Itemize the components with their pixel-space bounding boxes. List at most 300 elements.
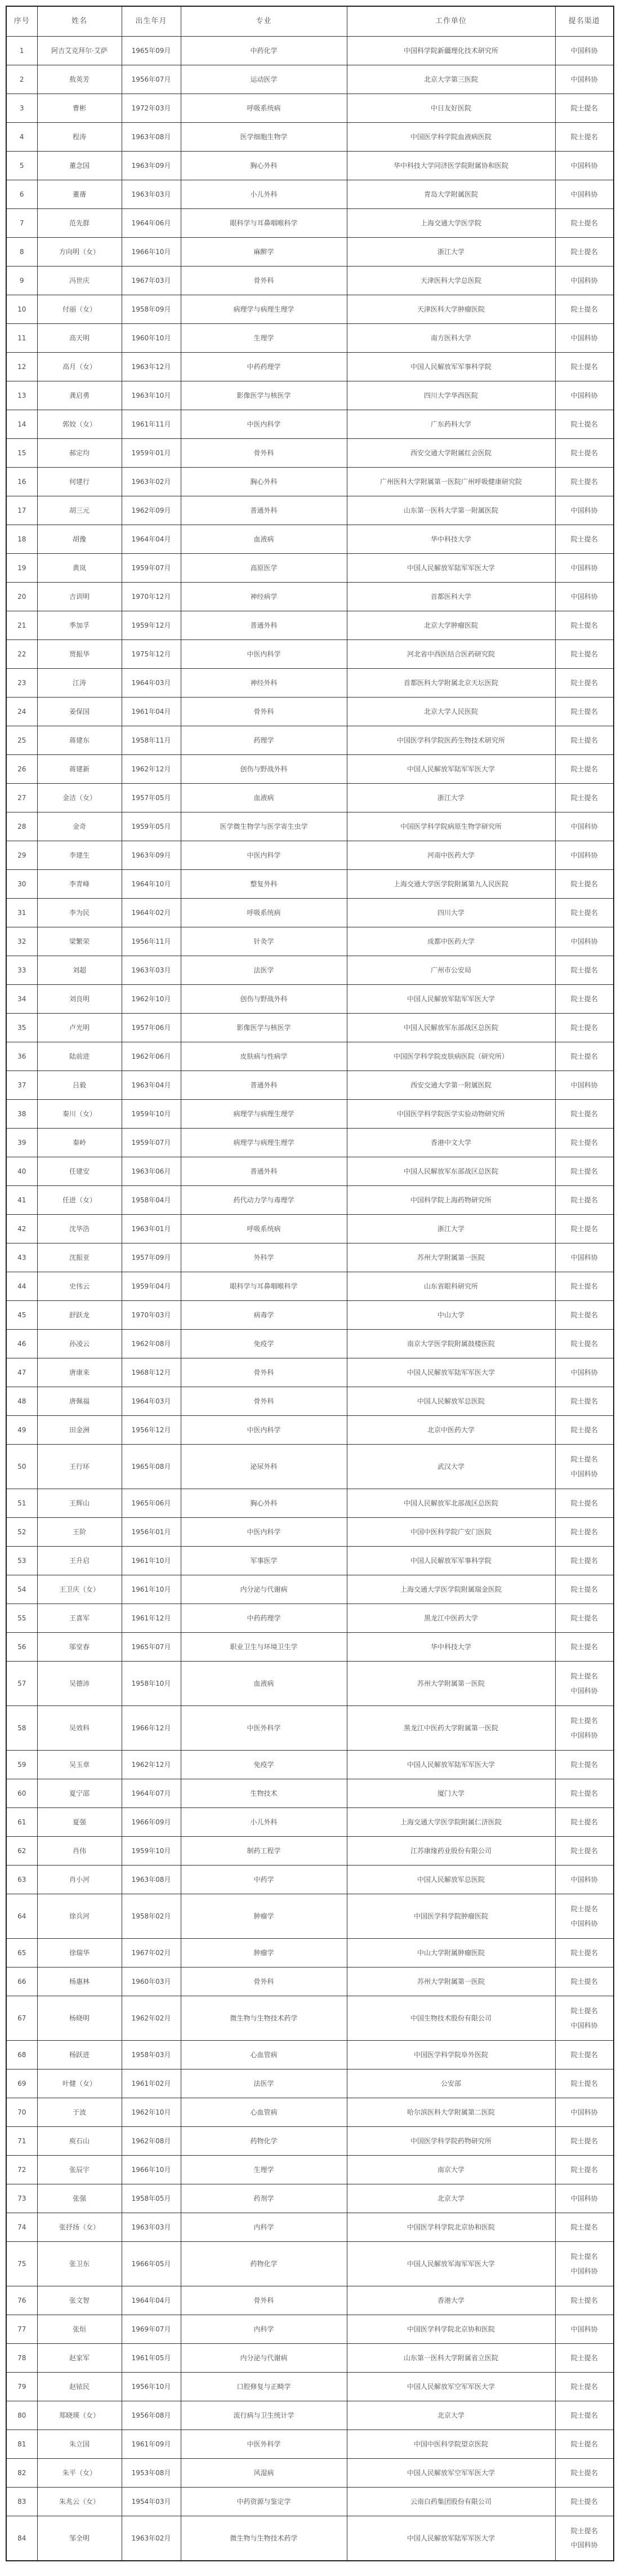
candidate-name-cell: 夏宁邵 — [37, 1779, 122, 1808]
work-unit-cell: 中国医学科学院肿瘤医院 — [347, 1894, 555, 1939]
candidate-name-cell: 秦岭 — [37, 1129, 122, 1157]
nomination-channel-label: 院士提名 — [570, 678, 598, 687]
row-number-cell: 31 — [6, 899, 37, 927]
work-unit-cell: 中国科学院上海药物研究所 — [347, 1186, 555, 1215]
table-row — [6, 37, 614, 65]
table-row — [6, 698, 614, 726]
specialty-cell: 免疫学 — [181, 1751, 347, 1779]
work-unit-cell: 上海交通大学医学院 — [347, 209, 555, 238]
nomination-channel-label: 院士提名 — [570, 1760, 598, 1769]
specialty-cell: 眼科学与耳鼻咽喉科学 — [181, 1272, 347, 1301]
row-number-cell: 14 — [6, 410, 37, 439]
work-unit-cell: 华中科技大学同济医学院附属协和医院 — [347, 152, 555, 180]
specialty-cell: 病理学与病理生理学 — [181, 295, 347, 324]
nomination-channel-label: 中国科协 — [570, 2541, 598, 2550]
birth-date-cell: 1963年02月 — [122, 468, 181, 496]
nomination-channel-cell — [555, 1358, 614, 1387]
candidate-name-cell: 张文智 — [37, 2286, 122, 2315]
specialty-cell: 生理学 — [181, 2156, 347, 2184]
specialty-cell: 呼吸系统病 — [181, 94, 347, 123]
candidate-name-cell: 沈振亚 — [37, 1243, 122, 1272]
work-unit-cell: 中国生物技术股份有限公司 — [347, 1996, 555, 2041]
nomination-channel-cell — [555, 152, 614, 180]
nomination-channel-cell — [555, 1837, 614, 1866]
row-number-cell: 58 — [6, 1706, 37, 1751]
birth-date-cell: 1967年02月 — [122, 1939, 181, 1967]
work-unit-cell: 北京大学人民医院 — [347, 698, 555, 726]
nomination-channel-label: 院士提名 — [570, 736, 598, 744]
birth-date-cell: 1965年09月 — [122, 37, 181, 65]
work-unit-cell: 厦门大学 — [347, 1779, 555, 1808]
work-unit-cell: 华中科技大学 — [347, 525, 555, 554]
nomination-channel-cell — [555, 1042, 614, 1071]
work-unit-cell: 西安交通大学第一附属医院 — [347, 1071, 555, 1100]
birth-date-cell: 1970年03月 — [122, 1301, 181, 1330]
candidate-name-cell: 史伟云 — [37, 1272, 122, 1301]
table-row — [6, 2242, 614, 2286]
specialty-cell: 高原医学 — [181, 554, 347, 583]
birth-date-cell: 1962年08月 — [122, 2127, 181, 2156]
work-unit-cell: 天津医科大学肿瘤医院 — [347, 295, 555, 324]
candidate-name-cell: 卢光明 — [37, 1014, 122, 1042]
table-row — [6, 353, 614, 381]
birth-date-cell: 1956年08月 — [122, 2401, 181, 2430]
work-unit-cell: 中国医学科学院皮肤病医院（研究所） — [347, 1042, 555, 1071]
work-unit-cell: 云南白药集团股份有限公司 — [347, 2488, 555, 2516]
birth-date-cell: 1959年10月 — [122, 1837, 181, 1866]
row-number-cell: 42 — [6, 1215, 37, 1243]
nomination-channel-label: 中国科协 — [570, 75, 598, 83]
nomination-channel-label: 院士提名 — [570, 1224, 598, 1233]
birth-date-cell: 1961年05月 — [122, 2344, 181, 2373]
birth-date-cell: 1968年12月 — [122, 1358, 181, 1387]
nomination-channel-label: 院士提名 — [570, 2137, 598, 2145]
specialty-cell: 影像医学与核医学 — [181, 381, 347, 410]
birth-date-cell: 1963年01月 — [122, 1215, 181, 1243]
nomination-channel-cell — [555, 267, 614, 295]
birth-date-cell: 1964年07月 — [122, 1779, 181, 1808]
specialty-cell: 军事医学 — [181, 1547, 347, 1575]
specialty-cell: 胸心外科 — [181, 1489, 347, 1518]
table-row — [6, 812, 614, 841]
table-row — [6, 1894, 614, 1939]
row-number-cell: 51 — [6, 1489, 37, 1518]
birth-date-cell: 1963年03月 — [122, 2213, 181, 2242]
table-row — [6, 1633, 614, 1662]
specialty-cell: 创伤与野战外科 — [181, 755, 347, 784]
table-row — [6, 238, 614, 267]
nomination-channel-cell — [555, 496, 614, 525]
work-unit-cell: 中国人民解放军陆军军医大学 — [347, 554, 555, 583]
table-row — [6, 2286, 614, 2315]
birth-date-cell: 1966年10月 — [122, 238, 181, 267]
nomination-channel-label: 中国科协 — [570, 822, 598, 830]
nomination-channel-label: 中国科协 — [570, 2021, 598, 2029]
nomination-channel-cell — [555, 698, 614, 726]
specialty-cell: 口腔修复与正畸学 — [181, 2373, 347, 2401]
specialty-cell: 生理学 — [181, 324, 347, 353]
nomination-channel-label: 院士提名 — [570, 1425, 598, 1434]
birth-date-cell: 1962年02月 — [122, 1996, 181, 2041]
birth-date-cell: 1963年12月 — [122, 353, 181, 381]
row-number-cell: 20 — [6, 583, 37, 611]
nomination-channel-label: 院士提名 — [570, 535, 598, 543]
candidate-name-cell: 王卫庆（女） — [37, 1575, 122, 1604]
nomination-channel-label: 中国科协 — [570, 46, 598, 55]
table-row — [6, 1071, 614, 1100]
nomination-channel-label: 院士提名 — [570, 305, 598, 313]
candidate-name-cell: 吉训明 — [37, 583, 122, 611]
specialty-cell: 药剂学 — [181, 2184, 347, 2213]
row-number-cell: 49 — [6, 1416, 37, 1445]
table-row — [6, 1330, 614, 1358]
work-unit-cell: 南京大学医学院附属鼓楼医院 — [347, 1330, 555, 1358]
work-unit-cell: 广州市公安局 — [347, 956, 555, 985]
nomination-channel-cell — [555, 841, 614, 870]
row-number-cell: 72 — [6, 2156, 37, 2184]
work-unit-cell: 中国人民解放军东部战区总医院 — [347, 1157, 555, 1186]
candidate-name-cell: 吴玉章 — [37, 1751, 122, 1779]
candidate-name-cell: 敖英芳 — [37, 65, 122, 94]
table-row — [6, 2184, 614, 2213]
birth-date-cell: 1962年12月 — [122, 1751, 181, 1779]
birth-date-cell: 1959年05月 — [122, 812, 181, 841]
birth-date-cell: 1963年03月 — [122, 180, 181, 209]
candidate-name-cell: 任建安 — [37, 1157, 122, 1186]
nomination-channel-cell — [555, 1489, 614, 1518]
specialty-cell: 整复外科 — [181, 870, 347, 899]
specialty-cell: 中药资源与鉴定学 — [181, 2488, 347, 2516]
specialty-cell: 药代动力学与毒理学 — [181, 1186, 347, 1215]
work-unit-cell: 武汉大学 — [347, 1445, 555, 1489]
birth-date-cell: 1956年07月 — [122, 65, 181, 94]
nomination-channel-label: 院士提名 — [570, 2353, 598, 2362]
row-number-cell: 56 — [6, 1633, 37, 1662]
work-unit-cell: 北京中医药大学 — [347, 1416, 555, 1445]
candidate-name-cell: 冯世庆 — [37, 267, 122, 295]
row-number-cell: 45 — [6, 1301, 37, 1330]
work-unit-cell: 公安部 — [347, 2069, 555, 2098]
work-unit-cell: 河南中医药大学 — [347, 841, 555, 870]
candidate-name-cell: 王升启 — [37, 1547, 122, 1575]
candidate-name-cell: 郭姣（女） — [37, 410, 122, 439]
nomination-channel-cell — [555, 1633, 614, 1662]
specialty-cell: 制药工程学 — [181, 1837, 347, 1866]
row-number-cell: 35 — [6, 1014, 37, 1042]
nomination-channel-label: 院士提名 — [570, 908, 598, 917]
row-number-cell: 53 — [6, 1547, 37, 1575]
birth-date-cell: 1959年07月 — [122, 554, 181, 583]
candidate-name-cell: 沈华浩 — [37, 1215, 122, 1243]
row-number-cell: 3 — [6, 94, 37, 123]
nomination-channel-cell — [555, 1866, 614, 1894]
table-row — [6, 755, 614, 784]
nomination-channel-label: 院士提名 — [570, 880, 598, 888]
table-row — [6, 1186, 614, 1215]
birth-date-cell: 1958年10月 — [122, 1662, 181, 1706]
nomination-channel-label: 院士提名 — [570, 1977, 598, 1986]
work-unit-cell: 河北省中西医结合医药研究院 — [347, 640, 555, 669]
row-number-cell: 16 — [6, 468, 37, 496]
nomination-channel-label: 院士提名 — [570, 362, 598, 371]
row-number-cell: 76 — [6, 2286, 37, 2315]
row-number-cell: 59 — [6, 1751, 37, 1779]
nomination-channel-label: 院士提名 — [570, 1311, 598, 1319]
specialty-cell: 病理学与病理生理学 — [181, 1129, 347, 1157]
row-number-cell: 33 — [6, 956, 37, 985]
birth-date-cell: 1956年10月 — [122, 2373, 181, 2401]
specialty-cell: 心血管病 — [181, 2098, 347, 2127]
nomination-channel-cell — [555, 1808, 614, 1837]
work-unit-cell: 中国人民解放军空军军医大学 — [347, 2459, 555, 2488]
birth-date-cell: 1957年09月 — [122, 1243, 181, 1272]
specialty-cell: 眼科学与耳鼻咽喉科学 — [181, 209, 347, 238]
candidate-name-cell: 张烜 — [37, 2315, 122, 2344]
birth-date-cell: 1959年01月 — [122, 439, 181, 468]
candidate-name-cell: 李青峰 — [37, 870, 122, 899]
row-number-cell: 46 — [6, 1330, 37, 1358]
row-number-cell: 11 — [6, 324, 37, 353]
specialty-cell: 普通外科 — [181, 496, 347, 525]
table-row — [6, 2373, 614, 2401]
row-number-cell: 26 — [6, 755, 37, 784]
nomination-channel-label: 院士提名 — [570, 966, 598, 974]
work-unit-cell: 广州医科大学附属第一医院广州呼吸健康研究院 — [347, 468, 555, 496]
candidate-name-cell: 杨惠林 — [37, 1967, 122, 1996]
candidate-name-cell: 董蒨 — [37, 180, 122, 209]
birth-date-cell: 1961年09月 — [122, 2430, 181, 2459]
birth-date-cell: 1959年10月 — [122, 1100, 181, 1129]
row-number-cell: 27 — [6, 784, 37, 812]
column-header-work-unit: 工作单位 — [347, 6, 555, 37]
nomination-channel-label: 院士提名 — [570, 1167, 598, 1175]
nomination-channel-cell — [555, 1662, 614, 1706]
candidate-name-cell: 王行环 — [37, 1445, 122, 1489]
table-row — [6, 1547, 614, 1575]
birth-date-cell: 1965年06月 — [122, 1489, 181, 1518]
table-row — [6, 1416, 614, 1445]
birth-date-cell: 1958年04月 — [122, 1186, 181, 1215]
candidate-name-cell: 金奇 — [37, 812, 122, 841]
table-row — [6, 2459, 614, 2488]
specialty-cell: 神经外科 — [181, 669, 347, 698]
work-unit-cell: 中国人民解放军总医院 — [347, 1387, 555, 1416]
work-unit-cell: 广东药科大学 — [347, 410, 555, 439]
row-number-cell: 81 — [6, 2430, 37, 2459]
nomination-channel-cell — [555, 324, 614, 353]
candidate-name-cell: 朱立国 — [37, 2430, 122, 2459]
row-number-cell: 17 — [6, 496, 37, 525]
row-number-cell: 55 — [6, 1604, 37, 1633]
birth-date-cell: 1962年06月 — [122, 1042, 181, 1071]
work-unit-cell: 上海交通大学医学院附属仁济医院 — [347, 1808, 555, 1837]
specialty-cell: 影像医学与核医学 — [181, 1014, 347, 1042]
nomination-channel-cell — [555, 1272, 614, 1301]
candidate-name-cell: 王喜军 — [37, 1604, 122, 1633]
nomination-channel-cell — [555, 1129, 614, 1157]
candidate-name-cell: 何建行 — [37, 468, 122, 496]
candidate-name-cell: 邹全明 — [37, 2516, 122, 2561]
work-unit-cell: 天津医科大学总医院 — [347, 267, 555, 295]
table-row — [6, 1518, 614, 1547]
birth-date-cell: 1959年04月 — [122, 1272, 181, 1301]
specialty-cell: 小儿外科 — [181, 180, 347, 209]
candidate-name-cell: 吕毅 — [37, 1071, 122, 1100]
nomination-channel-label: 中国科协 — [570, 2194, 598, 2202]
nomination-channel-label: 中国科协 — [570, 506, 598, 514]
candidate-name-cell: 高月（女） — [37, 353, 122, 381]
nomination-channel-label: 院士提名 — [570, 1614, 598, 1622]
specialty-cell: 中医内科学 — [181, 1518, 347, 1547]
row-number-cell: 74 — [6, 2213, 37, 2242]
row-number-cell: 38 — [6, 1100, 37, 1129]
nomination-channel-cell — [555, 2459, 614, 2488]
table-row — [6, 410, 614, 439]
candidate-name-cell: 蒋建新 — [37, 755, 122, 784]
nomination-channel-cell — [555, 439, 614, 468]
work-unit-cell: 中山大学 — [347, 1301, 555, 1330]
table-row — [6, 267, 614, 295]
row-number-cell: 23 — [6, 669, 37, 698]
nomination-channel-cell — [555, 784, 614, 812]
candidate-name-cell: 朱平（女） — [37, 2459, 122, 2488]
row-number-cell: 44 — [6, 1272, 37, 1301]
nomination-channel-cell — [555, 870, 614, 899]
specialty-cell: 血液病 — [181, 1662, 347, 1706]
birth-date-cell: 1964年02月 — [122, 899, 181, 927]
work-unit-cell: 中国人民解放军陆军军医大学 — [347, 985, 555, 1014]
candidate-name-cell: 任进（女） — [37, 1186, 122, 1215]
birth-date-cell: 1961年04月 — [122, 698, 181, 726]
row-number-cell: 24 — [6, 698, 37, 726]
candidate-name-cell: 秦川（女） — [37, 1100, 122, 1129]
birth-date-cell: 1963年09月 — [122, 841, 181, 870]
table-row — [6, 1837, 614, 1866]
nomination-channel-label: 院士提名 — [570, 2007, 598, 2015]
table-row — [6, 1445, 614, 1489]
table-row — [6, 180, 614, 209]
nomination-channel-label: 院士提名 — [570, 621, 598, 629]
table-row — [6, 1967, 614, 1996]
birth-date-cell: 1963年04月 — [122, 1071, 181, 1100]
table-row — [6, 295, 614, 324]
nomination-channel-label: 院士提名 — [570, 1052, 598, 1060]
table-row — [6, 870, 614, 899]
birth-date-cell: 1963年02月 — [122, 2516, 181, 2561]
candidate-name-cell: 徐兵河 — [37, 1894, 122, 1939]
nomination-channel-cell — [555, 899, 614, 927]
row-number-cell: 15 — [6, 439, 37, 468]
row-number-cell: 9 — [6, 267, 37, 295]
specialty-cell: 肿瘤学 — [181, 1894, 347, 1939]
candidate-name-cell: 刘超 — [37, 956, 122, 985]
nomination-channel-cell — [555, 1706, 614, 1751]
table-row — [6, 2213, 614, 2242]
row-number-cell: 68 — [6, 2041, 37, 2069]
nomination-channel-cell — [555, 985, 614, 1014]
column-header-number: 序号 — [6, 6, 37, 37]
column-header-name: 姓名 — [37, 6, 122, 37]
specialty-cell: 内分泌与代谢病 — [181, 1575, 347, 1604]
specialty-cell: 小儿外科 — [181, 1808, 347, 1837]
birth-date-cell: 1963年03月 — [122, 956, 181, 985]
column-header-nomination: 提名渠道 — [555, 6, 614, 37]
specialty-cell: 运动医学 — [181, 65, 347, 94]
work-unit-cell: 江苏康缘药业股份有限公司 — [347, 1837, 555, 1866]
table-row — [6, 1808, 614, 1837]
birth-date-cell: 1965年07月 — [122, 1633, 181, 1662]
specialty-cell: 泌尿外科 — [181, 1445, 347, 1489]
birth-date-cell: 1960年03月 — [122, 1967, 181, 1996]
nomination-channel-label: 院士提名 — [570, 1499, 598, 1507]
row-number-cell: 30 — [6, 870, 37, 899]
nomination-channel-cell — [555, 2344, 614, 2373]
row-number-cell: 6 — [6, 180, 37, 209]
work-unit-cell: 中国医学科学院医学实验动物研究所 — [347, 1100, 555, 1129]
row-number-cell: 2 — [6, 65, 37, 94]
specialty-cell: 中医外科学 — [181, 2430, 347, 2459]
table-row — [6, 1301, 614, 1330]
nomination-channel-label: 院士提名 — [570, 1948, 598, 1957]
nomination-channel-cell — [555, 1939, 614, 1967]
specialty-cell: 皮肤病与性病学 — [181, 1042, 347, 1071]
birth-date-cell: 1966年09月 — [122, 1808, 181, 1837]
specialty-cell: 免疫学 — [181, 1330, 347, 1358]
birth-date-cell: 1962年09月 — [122, 496, 181, 525]
table-row — [6, 2098, 614, 2127]
nomination-channel-label: 中国科协 — [570, 851, 598, 859]
candidate-name-cell: 胡三元 — [37, 496, 122, 525]
work-unit-cell: 中山大学附属肿瘤医院 — [347, 1939, 555, 1967]
candidate-name-cell: 张卫东 — [37, 2242, 122, 2286]
candidate-name-cell: 杨晓明 — [37, 1996, 122, 2041]
table-row — [6, 2344, 614, 2373]
nomination-channel-label: 中国科协 — [570, 1731, 598, 1739]
nomination-channel-label: 中国科协 — [570, 391, 598, 399]
row-number-cell: 60 — [6, 1779, 37, 1808]
nomination-channel-cell — [555, 1330, 614, 1358]
candidate-name-cell: 吴效科 — [37, 1706, 122, 1751]
table-row — [6, 1243, 614, 1272]
specialty-cell: 中药药理学 — [181, 353, 347, 381]
nomination-channel-label: 院士提名 — [570, 2497, 598, 2506]
nomination-channel-label: 院士提名 — [570, 2468, 598, 2477]
work-unit-cell: 中国人民解放军军事科学院 — [347, 353, 555, 381]
birth-date-cell: 1956年11月 — [122, 927, 181, 956]
nomination-channel-label: 院士提名 — [570, 2440, 598, 2448]
row-number-cell: 70 — [6, 2098, 37, 2127]
candidate-name-cell: 金洁（女） — [37, 784, 122, 812]
work-unit-cell: 北京大学第三医院 — [347, 65, 555, 94]
table-row — [6, 2430, 614, 2459]
birth-date-cell: 1961年10月 — [122, 1575, 181, 1604]
candidate-name-cell: 贾振华 — [37, 640, 122, 669]
row-number-cell: 4 — [6, 123, 37, 152]
specialty-cell: 骨外科 — [181, 439, 347, 468]
nomination-channel-label: 院士提名 — [570, 765, 598, 773]
row-number-cell: 47 — [6, 1358, 37, 1387]
table-row — [6, 554, 614, 583]
work-unit-cell: 浙江大学 — [347, 1215, 555, 1243]
row-number-cell: 67 — [6, 1996, 37, 2041]
work-unit-cell: 中国人民解放军陆军军医大学 — [347, 1751, 555, 1779]
specialty-cell: 中医内科学 — [181, 640, 347, 669]
row-number-cell: 28 — [6, 812, 37, 841]
specialty-cell: 职业卫生与环境卫生学 — [181, 1633, 347, 1662]
candidate-name-cell: 吴德沛 — [37, 1662, 122, 1706]
candidate-name-cell: 唐康来 — [37, 1358, 122, 1387]
work-unit-cell: 黑龙江中医药大学附属第一医院 — [347, 1706, 555, 1751]
